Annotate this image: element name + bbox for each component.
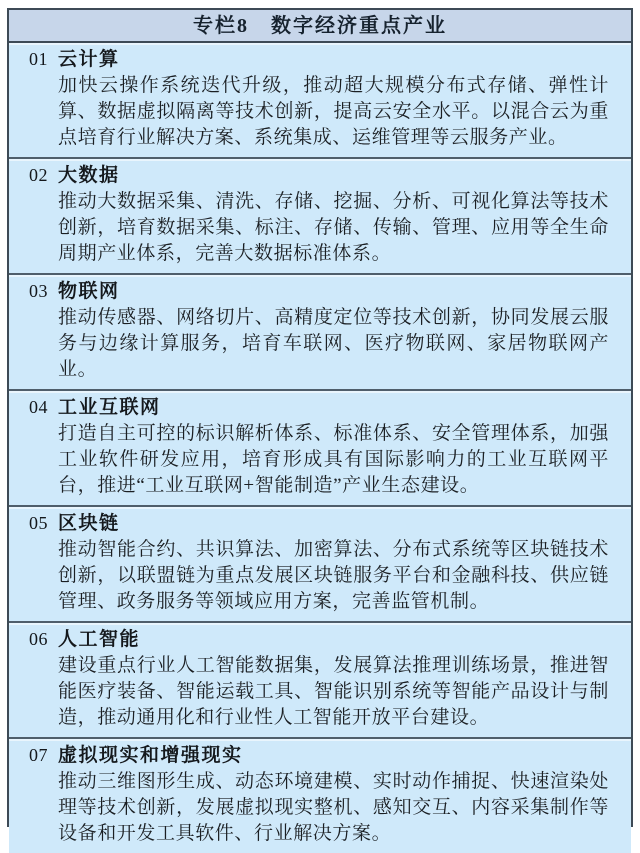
section-title: 虚拟现实和增强现实: [58, 745, 243, 766]
section-title: 工业互联网: [58, 397, 161, 418]
section-text: 推动传感器、网络切片、高精度定位等技术创新，协同发展云服务与边缘计算服务，培育车联网、医疗物联网、家居物联网产业。: [58, 307, 609, 380]
section-number: 02: [29, 165, 48, 185]
section-title: 人工智能: [58, 629, 141, 650]
section-blockchain: [9, 505, 631, 621]
section-text: 加快云操作系统迭代升级，推动超大规模分布式存储、弹性计算、数据虚拟隔离等技术创新，提高云安全水平。以混合云为重点培育行业解决方案、系统集成、运维管理等云服务产业。: [58, 75, 609, 148]
section-heading: [29, 510, 609, 537]
section-big-data: [9, 157, 631, 273]
box-body: [9, 43, 631, 853]
section-title: 区块链: [58, 513, 120, 534]
section-number: 01: [29, 49, 48, 69]
section-number: 07: [29, 745, 48, 765]
section-heading: [29, 162, 609, 189]
section-iot: [9, 273, 631, 389]
section-number: 03: [29, 281, 48, 301]
column-box: [7, 8, 633, 844]
section-vr-ar: [9, 737, 631, 853]
box-title: 专栏8 数字经济重点产业: [9, 10, 631, 43]
section-text: 建设重点行业人工智能数据集，发展算法推理训练场景，推进智能医疗装备、智能运载工具、智能识别系统等智能产品设计与制造，推动通用化和行业性人工智能开放平台建设。: [58, 655, 609, 728]
section-heading: [29, 394, 609, 421]
section-title: 云计算: [58, 49, 120, 70]
section-text: 推动智能合约、共识算法、加密算法、分布式系统等区块链技术创新，以联盟链为重点发展区块链服务平台和金融科技、供应链管理、政务服务等领域应用方案，完善监管机制。: [58, 539, 609, 612]
section-ai: [9, 621, 631, 737]
section-text: 打造自主可控的标识解析体系、标准体系、安全管理体系，加强工业软件研发应用，培育形成具有国际影响力的工业互联网平台，推进“工业互联网+智能制造”产业生态建设。: [58, 423, 609, 496]
section-number: 05: [29, 513, 48, 533]
section-title: 大数据: [58, 165, 120, 186]
section-cloud-computing: [9, 43, 631, 157]
section-text: 推动三维图形生成、动态环境建模、实时动作捕捉、快速渲染处理等技术创新，发展虚拟现实整机、感知交互、内容采集制作等设备和开发工具软件、行业解决方案。: [58, 771, 609, 844]
section-industrial-internet: [9, 389, 631, 505]
section-number: 04: [29, 397, 48, 417]
section-heading: [29, 278, 609, 305]
section-title: 物联网: [58, 281, 120, 302]
section-heading: [29, 626, 609, 653]
section-text: 推动大数据采集、清洗、存储、挖掘、分析、可视化算法等技术创新，培育数据采集、标注、存储、传输、管理、应用等全生命周期产业体系，完善大数据标准体系。: [58, 191, 609, 264]
section-number: 06: [29, 629, 48, 649]
section-heading: [29, 46, 609, 73]
section-heading: [29, 742, 609, 769]
